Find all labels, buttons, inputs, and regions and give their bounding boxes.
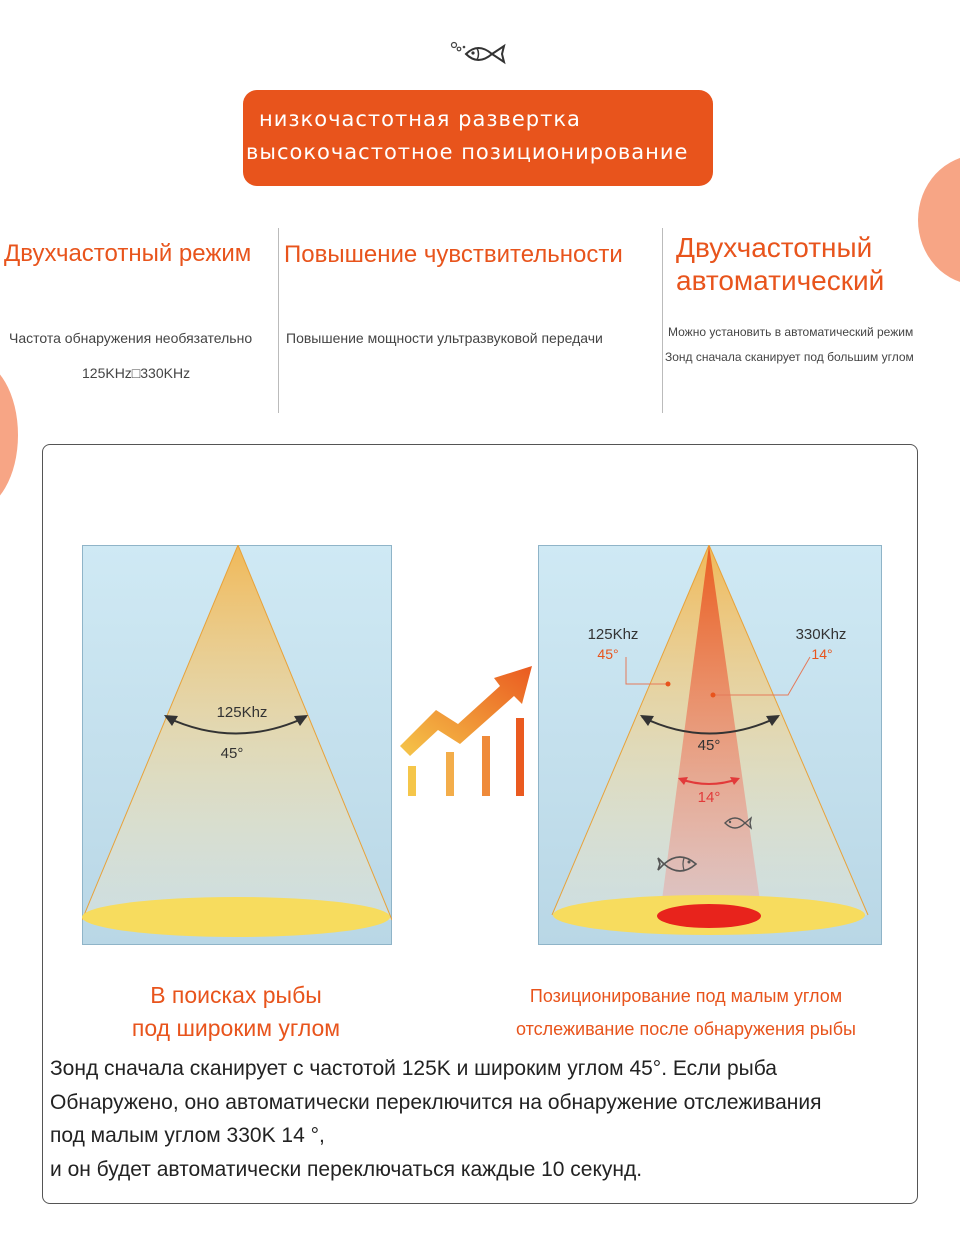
description-line: и он будет автоматически переключаться каждые 10 секунд. <box>50 1157 643 1181</box>
description-line: под малым углом 330K 14 °, <box>50 1124 325 1147</box>
feature-title-sensitivity: Повышение чувствительности <box>284 241 623 268</box>
feature-desc-auto-1: Можно установить в автоматический режим <box>668 325 914 339</box>
wide-angle-diagram <box>82 545 392 945</box>
feature-desc-auto-2: Зонд сначала сканирует под большим углом <box>665 350 914 364</box>
high-freq-angle: 14° <box>811 646 833 662</box>
caption-left-line-1: В поисках рыбы <box>150 982 322 1008</box>
feature-title-auto-2: автоматический <box>676 265 885 296</box>
header-banner <box>243 90 713 186</box>
angle-label: 45° <box>220 745 244 762</box>
decorative-circle-right <box>918 155 960 285</box>
caption-right-line-2: отслеживание после обнаружения рыбы <box>516 1019 856 1039</box>
fish-logo-icon <box>446 38 510 68</box>
banner-line-1: низкочастотная развертка <box>259 107 581 131</box>
description-line: Зонд сначала сканирует с частотой 125K и широким углом 45°. Если рыба <box>50 1057 777 1080</box>
feature-title-dual-frequency: Двухчастотный режим <box>4 240 252 267</box>
caption-left-line-2: под широким углом <box>131 1015 341 1041</box>
sonar-footprint <box>82 897 390 937</box>
wide-angle-label: 45° <box>697 737 721 754</box>
growth-arrow-icon <box>396 660 536 800</box>
banner-line-2: высокочастотное позиционирование <box>246 140 689 164</box>
low-freq-label: 125Khz <box>587 626 639 643</box>
feature-desc-dual-frequency-1: Частота обнаружения необязательно <box>9 330 253 346</box>
dual-frequency-diagram <box>538 545 882 945</box>
narrow-angle-label: 14° <box>697 789 721 806</box>
low-freq-angle: 45° <box>597 646 619 662</box>
feature-title-auto-1: Двухчастотный <box>676 232 873 263</box>
feature-desc-dual-frequency-2: 125KHz□330KHz <box>82 365 191 381</box>
feature-desc-sensitivity: Повышение мощности ультразвуковой передачи <box>286 330 603 346</box>
feature-divider <box>278 228 279 413</box>
freq-label: 125Khz <box>216 704 268 721</box>
narrow-footprint <box>657 904 761 928</box>
description-line: Обнаружено, оно автоматически переключится на обнаружение отслеживания <box>50 1090 822 1114</box>
feature-divider <box>662 228 663 413</box>
decorative-circle-left <box>0 360 18 510</box>
caption-right-line-1: Позиционирование под малым углом <box>529 986 843 1006</box>
high-freq-label: 330Khz <box>795 626 847 643</box>
description-paragraph <box>50 1052 821 1186</box>
